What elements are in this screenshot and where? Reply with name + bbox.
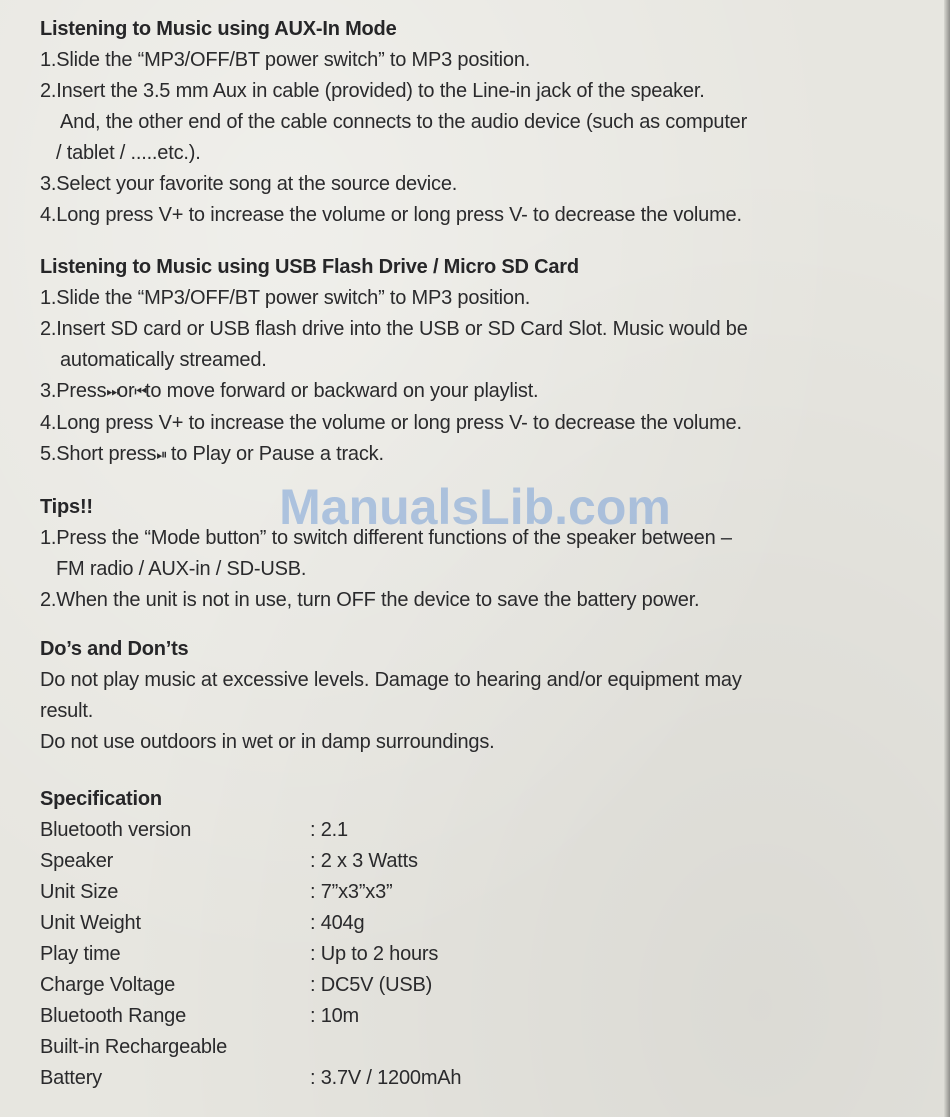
spec-label: Unit Size (40, 881, 119, 903)
usb-step-1: 1.Slide the “MP3/OFF/BT power switch” to MP3 position. (40, 287, 531, 309)
usb-step-5-text-b: to Play or Pause a track. (165, 443, 384, 465)
aux-step-2-cont: And, the other end of the cable connects to the audio device (such as computer (60, 111, 748, 133)
spec-label: Battery (40, 1067, 102, 1089)
usb-step-2: 2.Insert SD card or USB flash drive into the USB or SD Card Slot. Music would be (40, 318, 748, 340)
dos-line-1: Do not play music at excessive levels. Damage to hearing and/or equipment may (40, 669, 742, 691)
next-track-icon: ⏭ (106, 384, 118, 400)
spec-row (40, 846, 910, 877)
spec-label: Play time (40, 943, 121, 965)
play-pause-icon: ⏯ (156, 447, 166, 463)
aux-step-2-cont-2: / tablet / .....etc.). (56, 142, 201, 164)
usb-step-3-text-a: 3.Press (40, 380, 107, 402)
page-edge-shadow (944, 0, 950, 1117)
spec-value: : 404g (310, 912, 365, 934)
spec-value: : 3.7V / 1200mAh (310, 1067, 462, 1089)
spec-label: Unit Weight (40, 912, 141, 934)
spec-value: : Up to 2 hours (310, 943, 439, 965)
spec-row (40, 970, 910, 1001)
usb-step-2-cont: automatically streamed. (60, 349, 267, 371)
dos-line-2: result. (40, 700, 94, 722)
aux-step-3: 3.Select your favorite song at the source device. (40, 173, 458, 195)
usb-step-3-text-c: to move forward or backward on your playlist. (145, 380, 539, 402)
spec-row (40, 1001, 910, 1032)
usb-step-5-text-a: 5.Short press (40, 443, 157, 465)
spec-value: : 10m (310, 1005, 360, 1027)
spec-value: : DC5V (USB) (310, 974, 433, 996)
usb-step-3 (40, 376, 910, 408)
spec-heading: Specification (40, 788, 162, 810)
spec-row (40, 1063, 910, 1094)
tips-item-1-cont: FM radio / AUX-in / SD-USB. (56, 558, 307, 580)
spec-label: Built-in Rechargeable (40, 1036, 228, 1058)
spec-label: Bluetooth version (40, 819, 192, 841)
previous-track-icon: ⏮ (134, 384, 146, 400)
spec-label: Charge Voltage (40, 974, 176, 996)
tips-item-1: 1.Press the “Mode button” to switch different functions of the speaker between – (40, 527, 732, 549)
page-content (40, 14, 910, 1094)
manualslib-watermark: ManualsLib.com (279, 479, 671, 535)
aux-step-4: 4.Long press V+ to increase the volume or long press V- to decrease the volume. (40, 204, 742, 226)
spec-row (40, 815, 910, 846)
aux-heading: Listening to Music using AUX-In Mode (40, 18, 397, 40)
aux-step-1: 1.Slide the “MP3/OFF/BT power switch” to MP3 position. (40, 49, 531, 71)
aux-step-2: 2.Insert the 3.5 mm Aux in cable (provided) to the Line-in jack of the speaker. (40, 80, 705, 102)
usb-step-4: 4.Long press V+ to increase the volume or long press V- to decrease the volume. (40, 412, 742, 434)
spec-section (40, 784, 910, 1094)
spec-label: Bluetooth Range (40, 1005, 187, 1027)
spec-row (40, 908, 910, 939)
dos-section (40, 634, 910, 758)
dos-line-3: Do not use outdoors in wet or in damp surroundings. (40, 731, 495, 753)
usb-step-5 (40, 439, 910, 471)
usb-step-3-text-b: or (117, 380, 135, 402)
spec-value: : 2.1 (310, 819, 348, 841)
spec-value: : 7”x3”x3” (310, 881, 393, 903)
spec-label: Speaker (40, 850, 114, 872)
aux-section (40, 14, 910, 231)
tips-heading: Tips!! (40, 496, 93, 518)
usb-heading: Listening to Music using USB Flash Drive / Micro SD Card (40, 256, 579, 278)
dos-heading: Do’s and Don’ts (40, 638, 189, 660)
spec-row (40, 939, 910, 970)
spec-row (40, 1032, 910, 1063)
spec-value: : 2 x 3 Watts (310, 850, 418, 872)
tips-item-2: 2.When the unit is not in use, turn OFF the device to save the battery power. (40, 589, 700, 611)
usb-section (40, 252, 910, 471)
spec-row (40, 877, 910, 908)
